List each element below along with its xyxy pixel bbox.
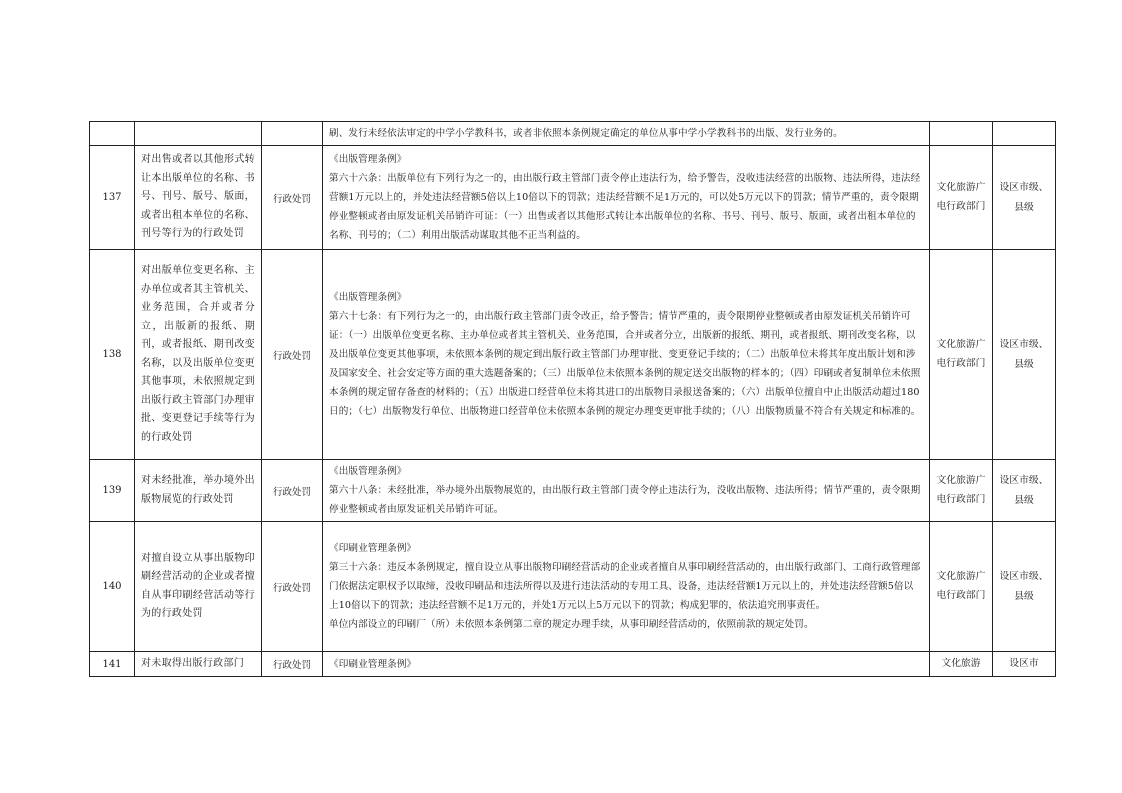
jurisdiction-level-cell: 设区市级、县级 <box>993 460 1056 522</box>
jurisdiction-level-cell: 设区市级、县级 <box>993 250 1056 460</box>
legal-basis-paragraph: 第六十六条：出版单位有下列行为之一的，由出版行政主管部门责令停止违法行为，给予警告，没收违法经营的出版物、违法所得，违法经营额1万元以上的，并处违法经营额5倍以上10倍以下的罚款；违法经营额不足1万元的，可以处5万元以下的罚款；情节严重的，责令限期停业整顿或者由原发证机关吊销许可证：（一）出售或者以其他形式转让本出版单位的名称、书号、刊号、版号、版面，或者出租本单位的名称、刊号的；（二）利用出版活动谋取其他不正当利益的。 <box>329 173 921 241</box>
penalty-item-cell: 对未经批准，举办境外出版物展览的行政处罚 <box>135 460 262 522</box>
jurisdiction-level-cell <box>993 122 1056 146</box>
table-row <box>90 460 1056 522</box>
responsible-dept-cell: 文化旅游广电行政部门 <box>930 146 993 250</box>
table-row <box>90 146 1056 250</box>
responsible-dept-cell: 文化旅游广电行政部门 <box>930 522 993 652</box>
responsible-dept-cell <box>930 122 993 146</box>
legal-basis-paragraph: 第六十七条：有下列行为之一的，由出版行政主管部门责令改正，给予警告；情节严重的，责令限期停业整顿或者由原发证机关吊销许可证：（一）出版单位变更名称、主办单位或者其主管机关、业务范围，合并或者分立，出版新的报纸、期刊，或者报纸、期刊改变名称，以及出版单位变更其他事项，未依照本条例的规定到出版行政主管部门办理审批、变更登记手续的；（二）出版单位未将其年度出版计划和涉及国家安全、社会安定等方面的重大选题备案的；（三）出版单位未依照本条例的规定送交出版物的样本的；（四）印刷或者复制单位未依照本条例的规定留存备查的材料的；（五）出版进口经营单位未将其进口的出版物目录报送备案的；（六）出版单位擅自中止出版活动超过180日的；（七）出版物发行单位、出版物进口经营单位未依照本条例的规定办理变更审批手续的；（八）出版物质量不符合有关规定和标准的。 <box>329 311 921 417</box>
table-row <box>90 122 1056 146</box>
penalty-type-cell <box>262 122 323 146</box>
jurisdiction-level-cell: 设区市级、县级 <box>993 522 1056 652</box>
legal-basis-cell <box>323 122 930 146</box>
row-number-cell: 137 <box>90 146 135 250</box>
legal-basis-paragraph: 《出版管理条例》 <box>329 466 407 477</box>
legal-basis-paragraph: 刷、发行未经依法审定的中学小学教科书，或者非依照本条例规定确定的单位从事中学小学教科书的出版、发行业务的。 <box>329 128 843 139</box>
legal-basis-cell <box>323 250 930 460</box>
row-number-cell: 140 <box>90 522 135 652</box>
legal-basis-cell <box>323 460 930 522</box>
legal-basis-cell <box>323 146 930 250</box>
row-number-cell: 139 <box>90 460 135 522</box>
jurisdiction-level-cell: 设区市 <box>993 652 1056 677</box>
responsible-dept-cell: 文化旅游 <box>930 652 993 677</box>
table-row <box>90 250 1056 460</box>
jurisdiction-level-cell: 设区市级、县级 <box>993 146 1056 250</box>
legal-basis-paragraph: 《出版管理条例》 <box>329 154 407 165</box>
legal-basis-paragraph: 第三十六条：违反本条例规定，擅自设立从事出版物印刷经营活动的企业或者擅自从事印刷经营活动的，由出版行政部门、工商行政管理部门依据法定职权予以取缔，没收印刷品和违法所得以及进行违法活动的专用工具、设备，违法经营额1万元以上的，并处违法经营额5倍以上10倍以下的罚款；违法经营额不足1万元的，并处1万元以上5万元以下的罚款；构成犯罪的，依法追究刑事责任。 <box>329 562 921 611</box>
row-number-cell <box>90 122 135 146</box>
legal-basis-paragraph: 第六十八条：未经批准，举办境外出版物展览的，由出版行政主管部门责令停止违法行为，没收出版物、违法所得；情节严重的，责令限期停业整顿或者由原发证机关吊销许可证。 <box>329 485 921 515</box>
penalty-item-cell: 对出售或者以其他形式转让本出版单位的名称、书号、刊号、版号、版面，或者出租本单位的名称、刊号等行为的行政处罚 <box>135 146 262 250</box>
legal-basis-paragraph: 《印刷业管理条例》 <box>329 543 417 554</box>
row-number-cell: 138 <box>90 250 135 460</box>
responsible-dept-cell: 文化旅游广电行政部门 <box>930 250 993 460</box>
penalty-item-cell: 对出版单位变更名称、主办单位或者其主管机关、业务范围，合并或者分立，出版新的报纸、期刊，或者报纸、期刊改变名称，以及出版单位变更其他事项，未依照规定到出版行政主管部门办理审批、变更登记手续等行为的行政处罚 <box>135 250 262 460</box>
penalty-table <box>89 121 1056 677</box>
legal-basis-paragraph: 《出版管理条例》 <box>329 292 407 303</box>
legal-basis-cell <box>323 522 930 652</box>
penalty-type-cell: 行政处罚 <box>262 146 323 250</box>
legal-basis-paragraph: 《印刷业管理条例》 <box>329 658 417 670</box>
legal-basis-paragraph: 单位内部设立的印刷厂（所）未依照本条例第二章的规定办理手续，从事印刷经营活动的，依照前款的规定处罚。 <box>329 619 814 630</box>
penalty-type-cell: 行政处罚 <box>262 460 323 522</box>
legal-basis-cell <box>323 652 930 677</box>
table-body <box>90 122 1056 677</box>
penalty-item-cell: 对擅自设立从事出版物印刷经营活动的企业或者擅自从事印刷经营活动等行为的行政处罚 <box>135 522 262 652</box>
table-row <box>90 522 1056 652</box>
penalty-type-cell: 行政处罚 <box>262 652 323 677</box>
penalty-item-cell <box>135 122 262 146</box>
table-row <box>90 652 1056 677</box>
penalty-type-cell: 行政处罚 <box>262 522 323 652</box>
penalty-type-cell: 行政处罚 <box>262 250 323 460</box>
penalty-item-cell: 对未取得出版行政部门 <box>135 652 262 677</box>
responsible-dept-cell: 文化旅游广电行政部门 <box>930 460 993 522</box>
row-number-cell: 141 <box>90 652 135 677</box>
